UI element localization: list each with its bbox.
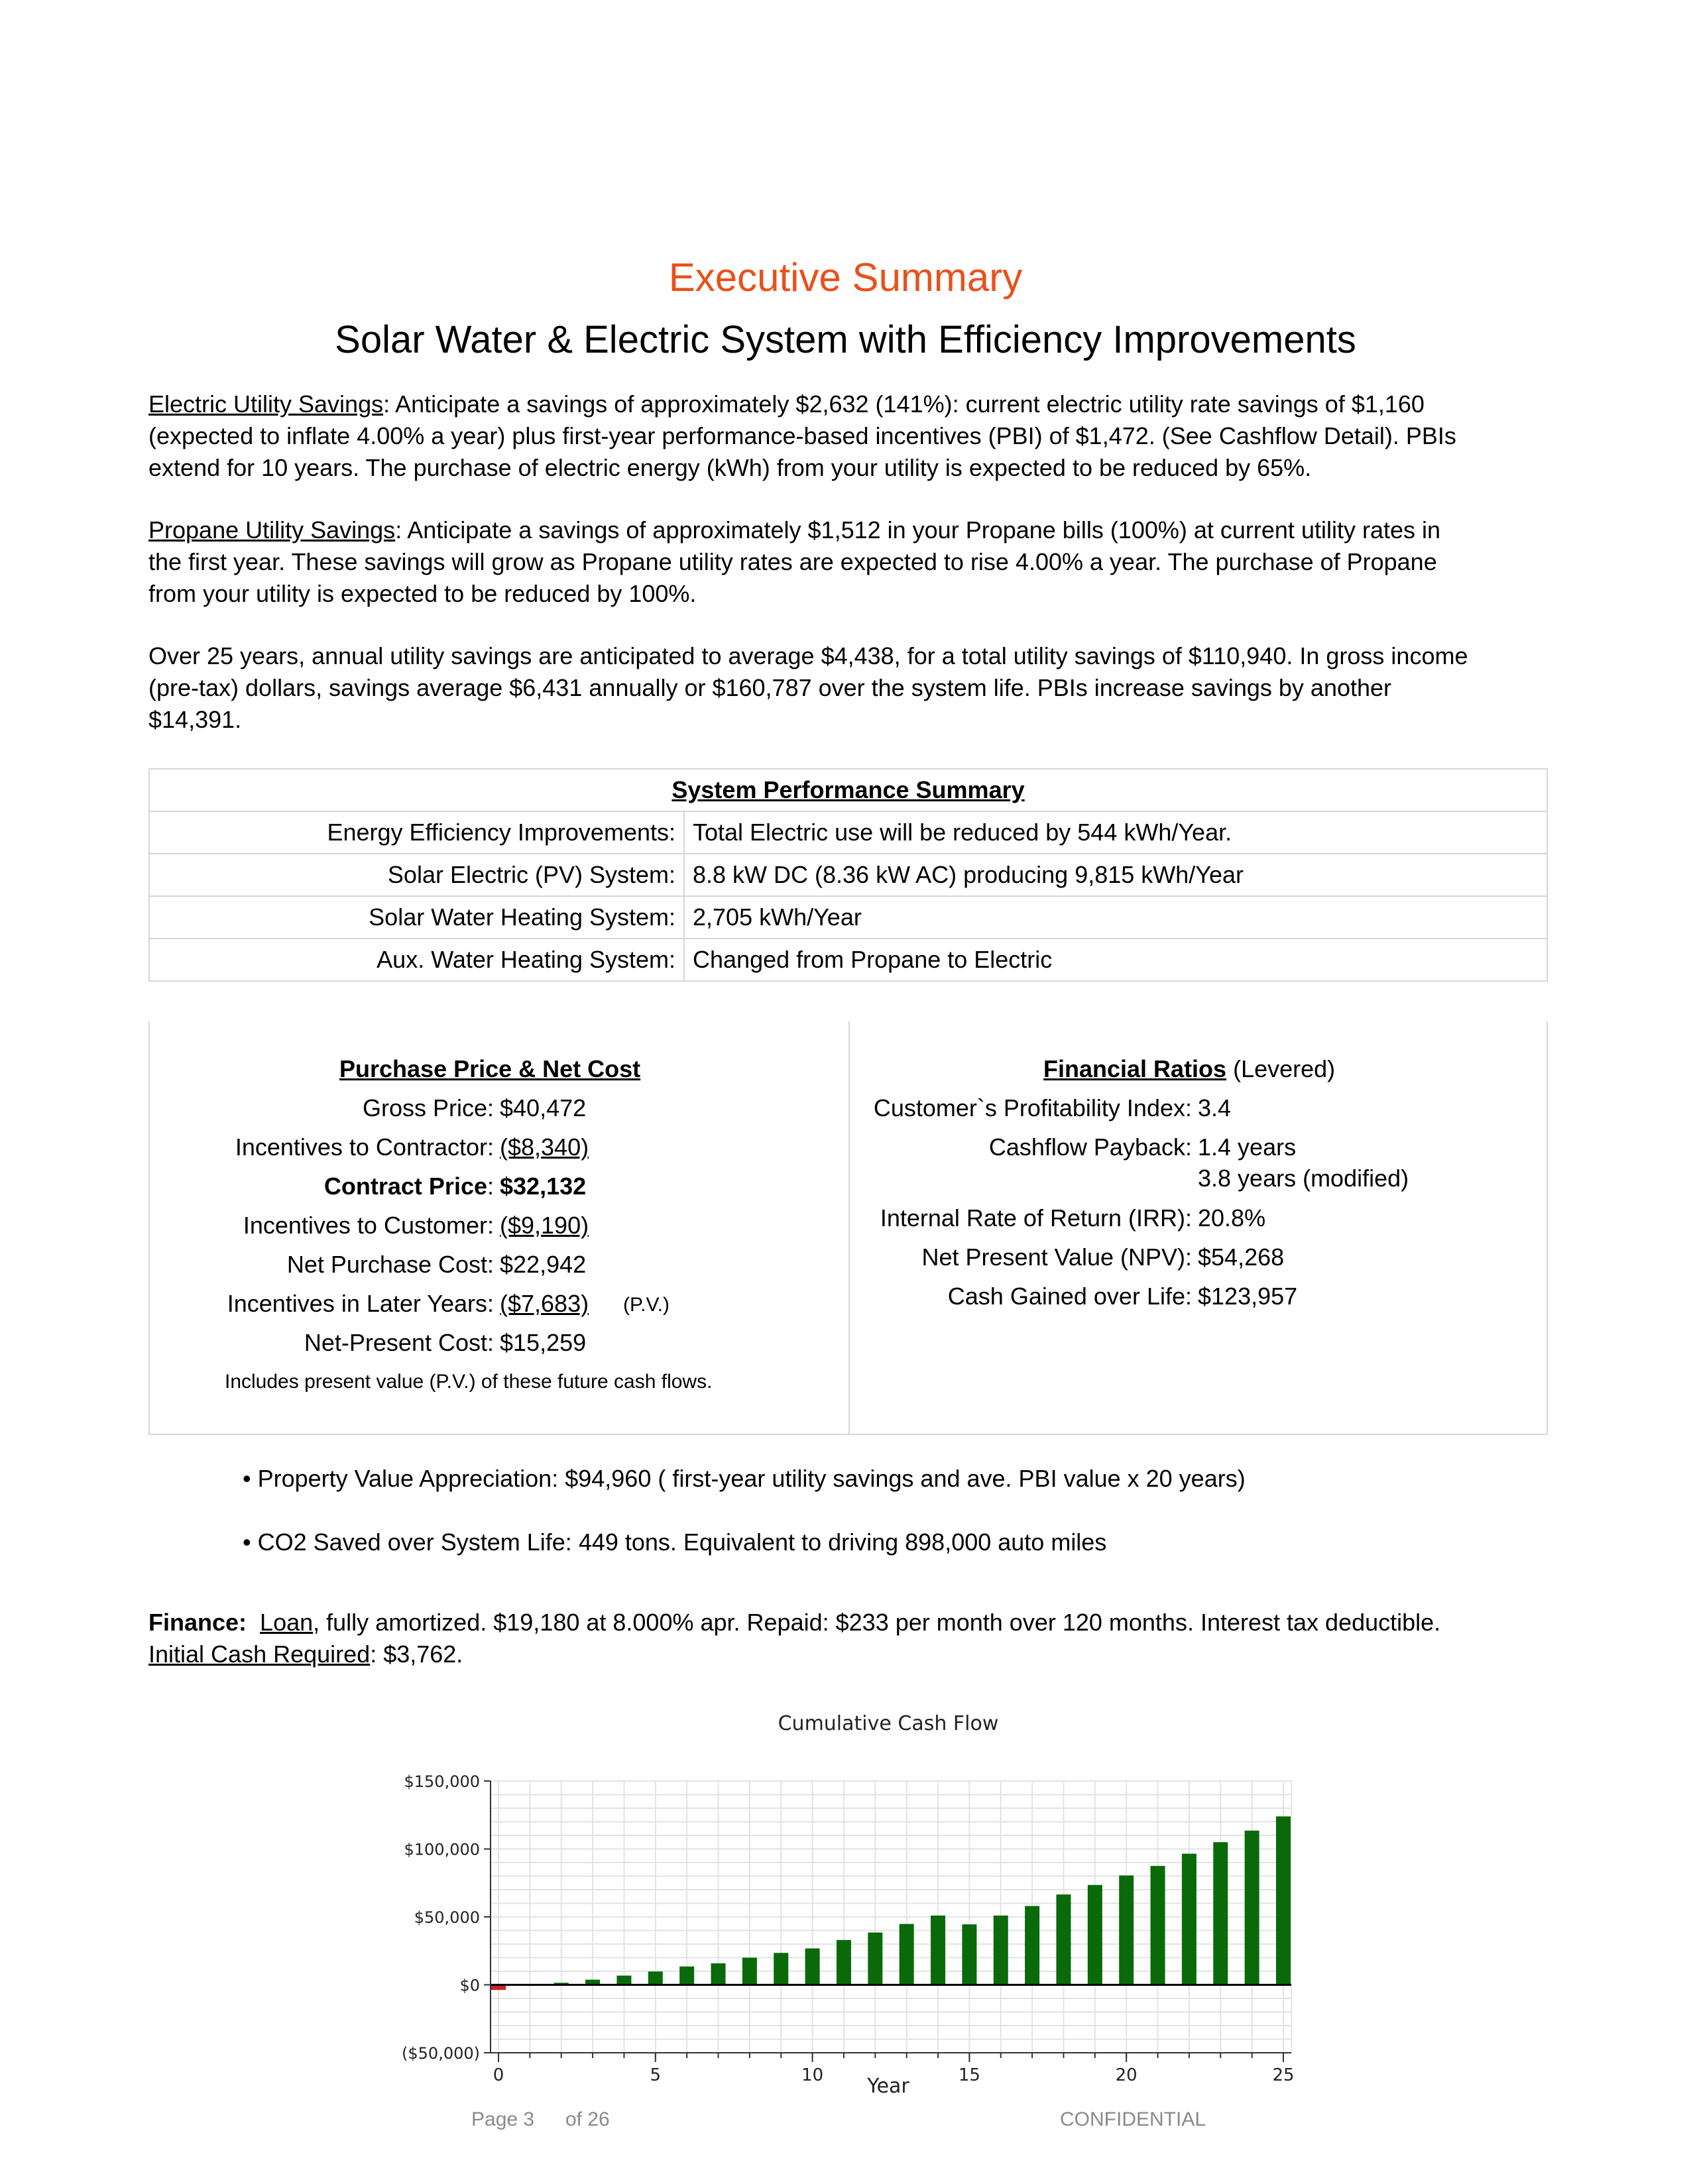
property-value-bullet: • Property Value Appreciation: $94,960 ( first-year utility savings and ave. PBI value x 20 years) (243, 1465, 1246, 1492)
perf-value: Total Electric use will be reduced by 544 kWh/Year. (684, 811, 1547, 854)
chart-bar (774, 1953, 788, 1984)
net-purchase-value: $22,942 (500, 1251, 587, 1278)
initial-cash-value: : $3,762. (370, 1640, 463, 1668)
propane-savings-label: Propane Utility Savings (148, 516, 396, 544)
profitability-index-value: 3.4 (1198, 1094, 1232, 1121)
chart-bar (616, 1976, 631, 1985)
incentives-contractor-value: ($8,340) (500, 1133, 589, 1161)
incentives-customer-value: ($9,190) (500, 1212, 589, 1239)
chart-title: Cumulative Cash Flow (778, 1712, 999, 1735)
y-tick-label: $150,000 (404, 1772, 480, 1791)
contract-price-colon: : (487, 1173, 494, 1200)
chart-bar (962, 1924, 976, 1984)
incentives-customer-label: Incentives to Customer: (243, 1212, 494, 1239)
chart-bar (868, 1933, 882, 1985)
perf-label: Energy Efficiency Improvements: (149, 811, 684, 854)
chart-bar (994, 1916, 1008, 1985)
overview-paragraph (148, 640, 1547, 736)
chart-grid (491, 1781, 1291, 2053)
x-tick-label: 0 (493, 2065, 504, 2085)
y-tick-label: ($50,000) (402, 2044, 480, 2063)
initial-cash-label: Initial Cash Required (148, 1640, 371, 1668)
overview-line1: Over 25 years, annual utility savings are anticipated to average $4,438, for a total utility savings of $110,940. In gross income (148, 642, 1468, 669)
x-tick-label: 15 (958, 2065, 980, 2085)
x-tick-label: 5 (650, 2065, 662, 2085)
page-subtitle: Solar Water & Electric System with Efficiency Improvements (335, 318, 1356, 361)
cashflow-payback-modified: 3.8 years (modified) (1198, 1165, 1409, 1192)
incentives-contractor-label: Incentives to Contractor: (235, 1133, 494, 1161)
gross-price-label: Gross Price: (362, 1094, 494, 1121)
propane-savings-line3: from your utility is expected to be reduced by 100%. (148, 580, 697, 607)
net-present-cost-label: Net-Present Cost: (304, 1329, 494, 1356)
chart-xlabel: Year (867, 2075, 909, 2098)
perf-value: 2,705 kWh/Year (684, 896, 1547, 939)
table-row (149, 854, 1547, 896)
chart-bar (742, 1958, 757, 1985)
chart-bar (1119, 1875, 1134, 1984)
table-row (149, 939, 1547, 981)
npv-label: Net Present Value (NPV): (921, 1243, 1192, 1271)
electric-savings-line1: : Anticipate a savings of approximately $2,632 (141%): current electric utility rate savings of $1,160 (383, 390, 1425, 418)
chart-bar (1213, 1842, 1228, 1984)
contract-price-value: $32,132 (500, 1173, 587, 1200)
electric-savings-line2: (expected to inflate 4.00% a year) plus first-year performance-based incentives (PBI) of $1,472. (See Cashflow Detail). PBIs (148, 422, 1456, 449)
x-tick-label: 25 (1272, 2065, 1295, 2085)
footer-page: Page 3 (471, 2108, 535, 2130)
chart-bar (1276, 1816, 1291, 1984)
chart-bar (679, 1967, 694, 1985)
page-title: Executive Summary (668, 255, 1023, 300)
chart-bar (1088, 1885, 1102, 1985)
financial-ratios-title: Financial Ratios (1043, 1055, 1227, 1082)
system-performance-title: System Performance Summary (149, 769, 1547, 811)
x-tick-label: 10 (801, 2065, 824, 2085)
npv-value: $54,268 (1198, 1243, 1285, 1271)
finance-label: Finance: (148, 1609, 247, 1636)
purchase-price-title: Purchase Price & Net Cost (339, 1055, 641, 1082)
electric-savings-line3: extend for 10 years. The purchase of electric energy (kWh) from your utility is expected to be reduced by 65%. (148, 454, 1312, 481)
contract-price-label: Contract Price (323, 1173, 487, 1200)
gross-price-value: $40,472 (500, 1094, 587, 1121)
irr-label: Internal Rate of Return (IRR): (880, 1204, 1192, 1232)
chart-bar (1151, 1866, 1165, 1984)
contract-price-label-group (324, 1173, 494, 1200)
chart-bar (711, 1963, 726, 1984)
table-row (149, 896, 1547, 939)
perf-label: Aux. Water Heating System: (149, 939, 684, 981)
cash-gained-value: $123,957 (1198, 1283, 1298, 1310)
cash-gained-label: Cash Gained over Life: (947, 1283, 1192, 1310)
perf-label: Solar Water Heating System: (149, 896, 684, 939)
chart-bar (648, 1971, 663, 1984)
finance-section (148, 1607, 1547, 1670)
x-tick-label: 20 (1115, 2065, 1137, 2085)
cashflow-payback-value: 1.4 years (1198, 1133, 1297, 1161)
later-incentives-pv: (P.V.) (623, 1294, 670, 1316)
chart-bar (1056, 1894, 1071, 1984)
irr-value: 20.8% (1198, 1204, 1266, 1232)
net-present-cost-value: $15,259 (500, 1329, 587, 1356)
chart-bar (837, 1940, 851, 1985)
footer-confidential: CONFIDENTIAL (1060, 2108, 1206, 2130)
perf-value: 8.8 kW DC (8.36 kW AC) producing 9,815 kWh/Year (684, 854, 1547, 896)
later-incentives-label: Incentives in Later Years: (227, 1290, 494, 1317)
chart-bar (1025, 1906, 1039, 1985)
net-purchase-label: Net Purchase Cost: (286, 1251, 494, 1278)
electric-savings-label: Electric Utility Savings (148, 390, 384, 418)
cashflow-payback-label: Cashflow Payback: (988, 1133, 1192, 1161)
system-performance-table (148, 768, 1548, 982)
chart-bar (805, 1949, 820, 1985)
overview-line2: (pre-tax) dollars, savings average $6,431 annually or $160,787 over the system life. PBIs increase savings by another (148, 674, 1392, 701)
table-header-row (149, 769, 1547, 811)
y-tick-label: $100,000 (404, 1840, 480, 1859)
propane-savings-line2: the first year. These savings will grow as Propane utility rates are expected to rise 4.00% a year. The purchase of Propane (148, 548, 1437, 575)
propane-savings-line1: : Anticipate a savings of approximately $1,512 in your Propane bills (100%) at current utility rates in (395, 516, 1441, 544)
chart-bar (931, 1916, 945, 1985)
financial-ratios-heading (1043, 1055, 1335, 1083)
cumulative-cash-flow-chart (371, 1707, 1339, 2104)
overview-line3: $14,391. (148, 706, 242, 733)
perf-value: Changed from Propane to Electric (684, 939, 1547, 981)
finance-text: , fully amortized. $19,180 at 8.000% apr. Repaid: $233 per month over 120 months. Interest tax deductible. (313, 1609, 1441, 1636)
propane-savings-paragraph (148, 514, 1547, 610)
chart-bar (900, 1924, 914, 1985)
y-tick-label: $0 (459, 1976, 480, 1995)
y-tick-label: $50,000 (414, 1908, 480, 1927)
later-incentives-value: ($7,683) (500, 1290, 589, 1317)
pv-note: Includes present value (P.V.) of these future cash flows. (225, 1371, 713, 1393)
co2-bullet: • CO2 Saved over System Life: 449 tons. Equivalent to driving 898,000 auto miles (243, 1528, 1107, 1556)
chart-bar (1182, 1854, 1196, 1985)
table-row (149, 811, 1547, 854)
loan-label: Loan (260, 1609, 314, 1636)
perf-label: Solar Electric (PV) System: (149, 854, 684, 896)
electric-savings-paragraph (148, 388, 1547, 484)
financial-ratios-suffix: (Levered) (1226, 1055, 1336, 1082)
footer-page-total: of 26 (565, 2108, 610, 2130)
chart-bar (1245, 1831, 1259, 1985)
profitability-index-label: Customer`s Profitability Index: (873, 1094, 1192, 1121)
